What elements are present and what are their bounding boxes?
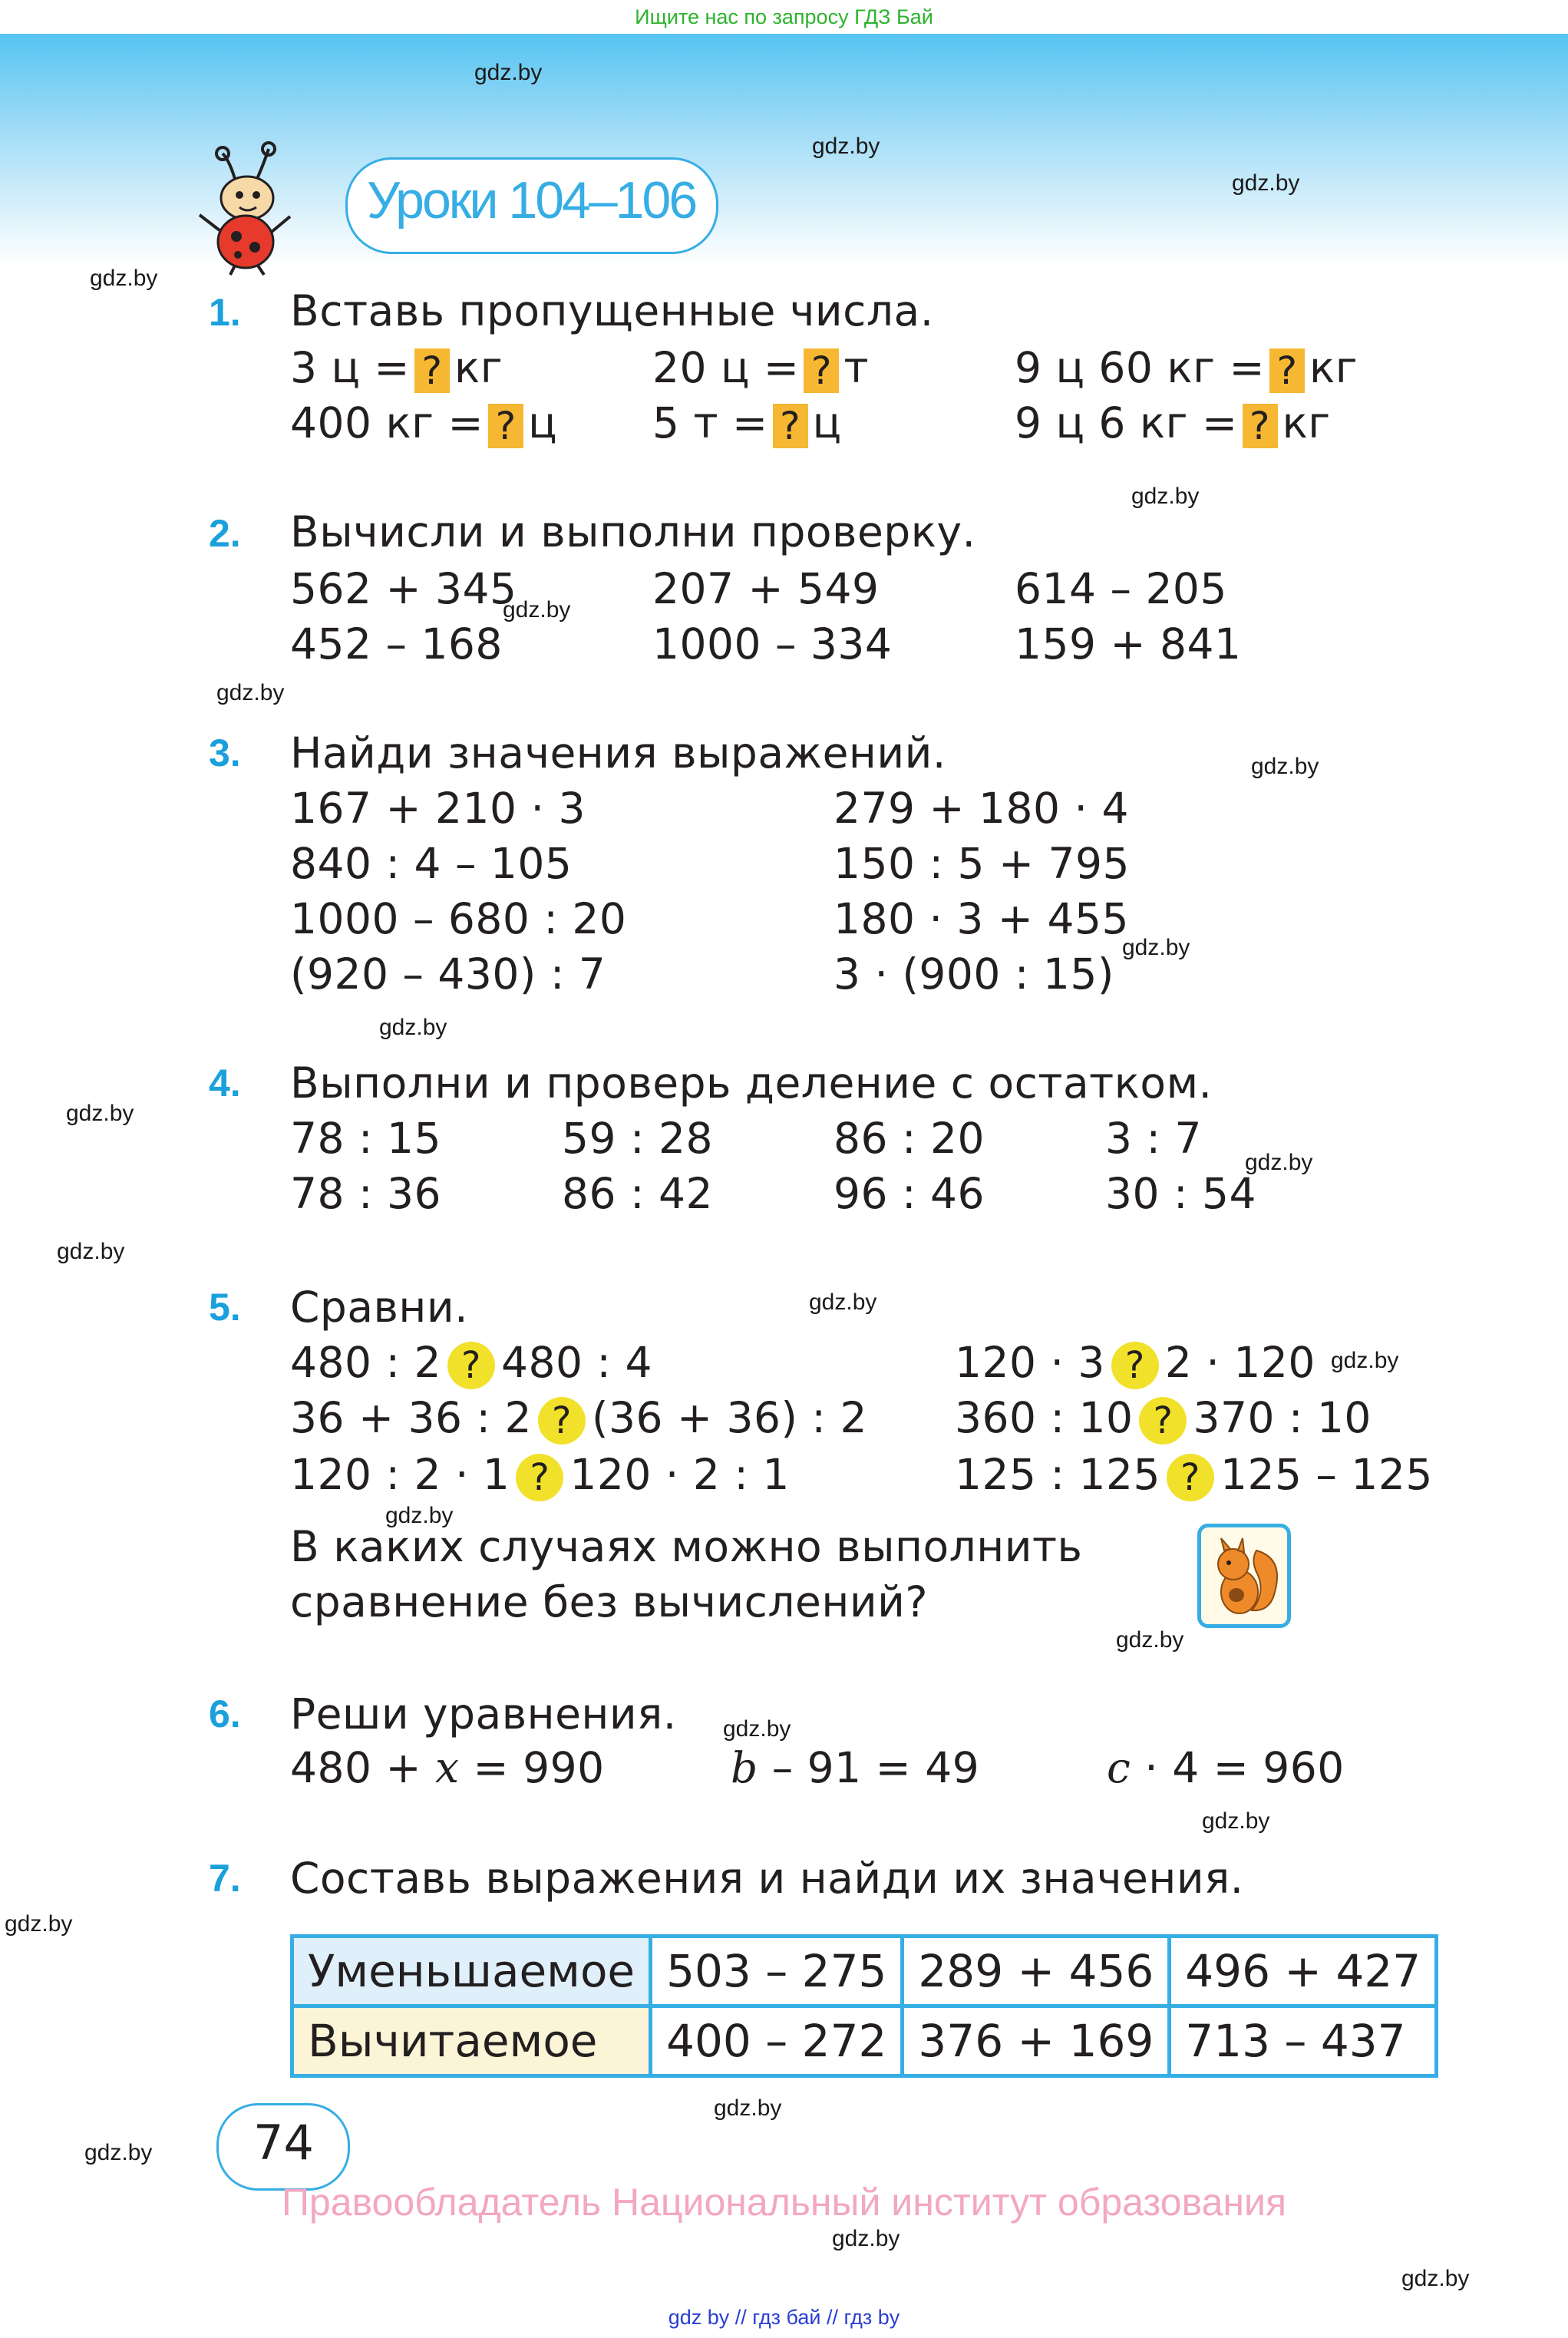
table-cell: 376 + 169 bbox=[903, 2006, 1170, 2076]
exercise-4-number: 4. bbox=[209, 1062, 241, 1105]
ex4-item: 86 : 42 bbox=[562, 1169, 713, 1218]
ex3-item: 1000 – 680 : 20 bbox=[290, 894, 627, 943]
ex3-item: 3 · (900 : 15) bbox=[834, 949, 1114, 999]
table-row bbox=[292, 2006, 1437, 2076]
exercise-3-number: 3. bbox=[209, 731, 241, 774]
question-circle: ? bbox=[1111, 1342, 1159, 1389]
exercise-7-heading: Составь выражения и найди их значения. bbox=[290, 1854, 1244, 1903]
ex1-item: 20 ц = ? т bbox=[652, 343, 870, 393]
table-row-header: Вычитаемое bbox=[292, 2006, 651, 2076]
ex2-item: 1000 – 334 bbox=[652, 619, 893, 669]
exercise-6-heading: Реши уравнения. bbox=[290, 1689, 677, 1739]
ex4-item: 30 : 54 bbox=[1105, 1169, 1256, 1218]
exercise-4-heading: Выполни и проверь деление с остатком. bbox=[290, 1058, 1213, 1108]
question-box: ? bbox=[773, 404, 808, 448]
ex2-item: 562 + 345 bbox=[290, 564, 517, 613]
ex5-comparison: 480 : 2 ? 480 : 4 bbox=[290, 1337, 652, 1389]
question-circle: ? bbox=[1139, 1397, 1187, 1445]
ex3-item: 150 : 5 + 795 bbox=[834, 839, 1130, 888]
question-circle: ? bbox=[538, 1397, 586, 1445]
exercise-1-number: 1. bbox=[209, 291, 241, 334]
watermark: gdz.by bbox=[57, 1239, 125, 1264]
watermark: gdz.by bbox=[1116, 1627, 1184, 1653]
table-cell: 713 – 437 bbox=[1170, 2006, 1437, 2076]
watermark: gdz.by bbox=[1232, 170, 1300, 196]
question-circle: ? bbox=[1167, 1454, 1214, 1501]
watermark: gdz.by bbox=[1331, 1348, 1399, 1373]
watermark: gdz.by bbox=[503, 597, 571, 622]
question-circle: ? bbox=[516, 1454, 563, 1501]
ex5-comparison: 120 · 3 ? 2 · 120 bbox=[955, 1337, 1315, 1389]
ex4-item: 59 : 28 bbox=[562, 1114, 713, 1163]
table-cell: 289 + 456 bbox=[903, 1937, 1170, 2006]
page-number: 74 bbox=[253, 2115, 314, 2171]
watermark: gdz.by bbox=[809, 1290, 877, 1315]
ex3-item: 840 : 4 – 105 bbox=[290, 839, 573, 888]
ex5-comparison: 36 + 36 : 2 ? (36 + 36) : 2 bbox=[290, 1392, 867, 1445]
ex5-comparison: 125 : 125 ? 125 – 125 bbox=[955, 1449, 1433, 1501]
ex1-item: 5 т = ? ц bbox=[652, 398, 842, 448]
question-box: ? bbox=[1269, 348, 1305, 393]
watermark: gdz.by bbox=[1401, 2266, 1470, 2291]
ex6-equation: c · 4 = 960 bbox=[1107, 1743, 1345, 1792]
exercise-6-number: 6. bbox=[209, 1692, 241, 1735]
ex3-item: 180 · 3 + 455 bbox=[834, 894, 1129, 943]
question-box: ? bbox=[488, 404, 523, 448]
watermark: gdz.by bbox=[1251, 754, 1319, 779]
exercise-3-heading: Найди значения выражений. bbox=[290, 728, 946, 778]
watermark: gdz.by bbox=[723, 1716, 791, 1742]
question-circle: ? bbox=[447, 1342, 495, 1389]
question-box: ? bbox=[804, 348, 839, 393]
watermark: gdz.by bbox=[832, 2226, 900, 2251]
table-row-header: Уменьшаемое bbox=[292, 1937, 651, 2006]
table-cell: 503 – 275 bbox=[651, 1937, 903, 2006]
ex1-item: 9 ц 6 кг = ? кг bbox=[1015, 398, 1331, 448]
exercise-5-number: 5. bbox=[209, 1286, 241, 1329]
ex5-comparison: 360 : 10 ? 370 : 10 bbox=[955, 1392, 1372, 1445]
ex1-item: 400 кг = ? ц bbox=[290, 398, 558, 448]
table-row bbox=[292, 1937, 1437, 2006]
watermark: gdz.by bbox=[385, 1503, 454, 1528]
watermark: gdz.by bbox=[1122, 935, 1190, 960]
page-title: Уроки 104–106 bbox=[367, 171, 696, 230]
ex4-item: 3 : 7 bbox=[1105, 1114, 1202, 1163]
ex2-item: 159 + 841 bbox=[1015, 619, 1242, 669]
ex2-item: 207 + 549 bbox=[652, 564, 880, 613]
top-banner[interactable]: Ищите нас по запросу ГДЗ Бай bbox=[635, 5, 933, 28]
watermark: gdz.by bbox=[1202, 1808, 1270, 1834]
ex5-question-line: В каких случаях можно выполнить bbox=[290, 1522, 1083, 1571]
question-box: ? bbox=[414, 348, 450, 393]
watermark: gdz.by bbox=[1245, 1150, 1313, 1175]
exercise-7-table bbox=[290, 1934, 1438, 2078]
ex4-item: 86 : 20 bbox=[834, 1114, 985, 1163]
ex4-item: 78 : 36 bbox=[290, 1169, 441, 1218]
exercise-7-number: 7. bbox=[209, 1857, 241, 1900]
watermark: gdz.by bbox=[84, 2140, 153, 2165]
table-cell: 400 – 272 bbox=[651, 2006, 903, 2076]
squirrel-icon bbox=[1197, 1524, 1291, 1628]
ex4-item: 96 : 46 bbox=[834, 1169, 985, 1218]
ex5-question-line: сравнение без вычислений? bbox=[290, 1577, 929, 1626]
footer-links[interactable]: gdz by // гдз бай // гдз by bbox=[668, 2306, 900, 2329]
table-cell: 496 + 427 bbox=[1170, 1937, 1437, 2006]
watermark: gdz.by bbox=[379, 1015, 447, 1040]
ex4-item: 78 : 15 bbox=[290, 1114, 441, 1163]
exercise-2-number: 2. bbox=[209, 512, 241, 555]
watermark: gdz.by bbox=[66, 1101, 134, 1126]
question-box: ? bbox=[1243, 404, 1278, 448]
ex2-item: 614 – 205 bbox=[1015, 564, 1227, 613]
exercise-1-heading: Вставь пропущенные числа. bbox=[290, 286, 934, 335]
ex6-equation: 480 + x = 990 bbox=[290, 1743, 605, 1792]
ex2-item: 452 – 168 bbox=[290, 619, 503, 669]
ex5-comparison: 120 : 2 · 1 ? 120 · 2 : 1 bbox=[290, 1449, 790, 1501]
watermark: gdz.by bbox=[812, 134, 880, 159]
ex3-item: 167 + 210 · 3 bbox=[290, 784, 586, 833]
exercise-5-heading: Сравни. bbox=[290, 1283, 469, 1332]
copyright-notice: Правообладатель Национальный институт образования bbox=[281, 2181, 1287, 2224]
watermark: gdz.by bbox=[474, 60, 543, 85]
ladybug-mascot bbox=[192, 138, 299, 276]
watermark: gdz.by bbox=[216, 680, 285, 705]
ex3-item: (920 – 430) : 7 bbox=[290, 949, 606, 999]
exercise-2-heading: Вычисли и выполни проверку. bbox=[290, 507, 976, 556]
ex6-equation: b – 91 = 49 bbox=[731, 1743, 980, 1792]
ex1-item: 9 ц 60 кг = ? кг bbox=[1015, 343, 1358, 393]
watermark: gdz.by bbox=[90, 266, 158, 291]
ex1-item: 3 ц = ? кг bbox=[290, 343, 503, 393]
watermark: gdz.by bbox=[714, 2095, 782, 2121]
ex3-item: 279 + 180 · 4 bbox=[834, 784, 1129, 833]
watermark: gdz.by bbox=[1131, 484, 1200, 509]
watermark: gdz.by bbox=[5, 1911, 73, 1937]
